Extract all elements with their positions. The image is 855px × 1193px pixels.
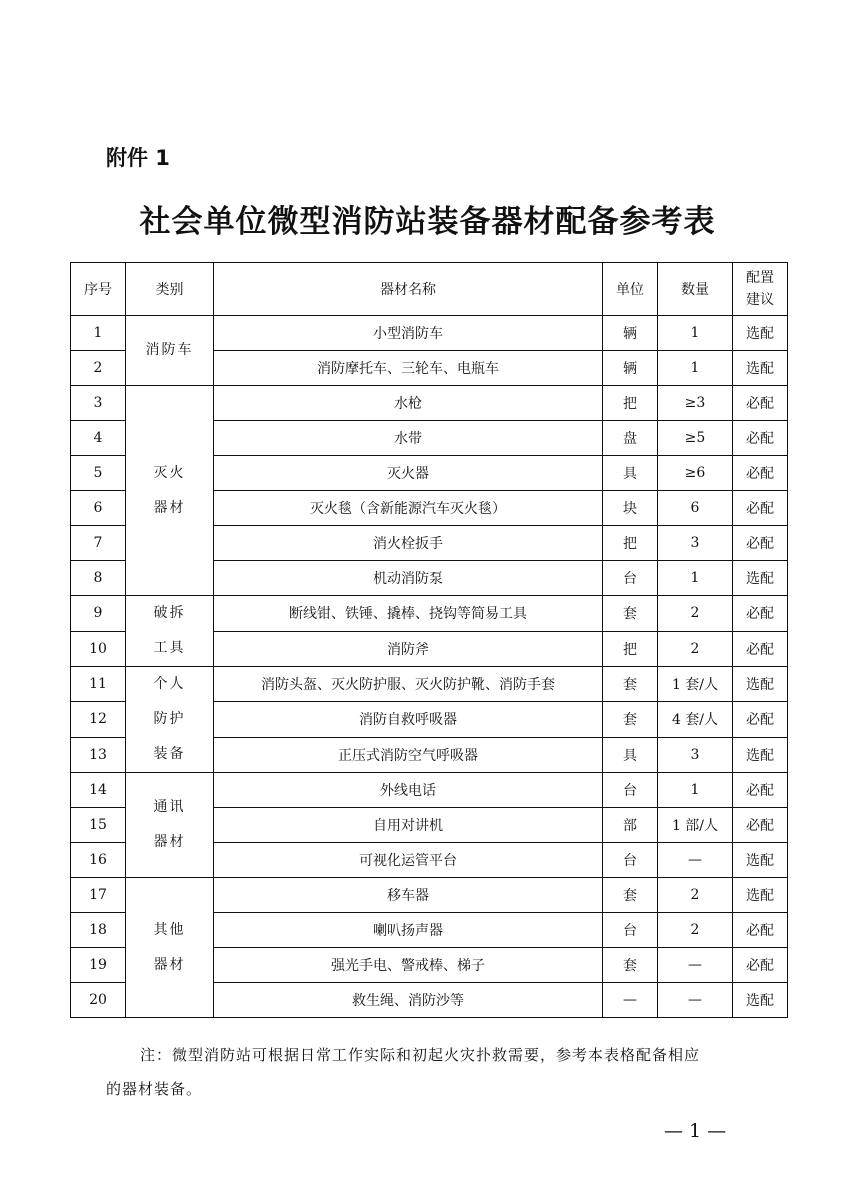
cell-quantity: ≥6 <box>658 456 733 491</box>
cell-config: 选配 <box>733 667 788 702</box>
category-label: 灭火 <box>153 464 186 481</box>
header-config-line2: 建议 <box>746 292 774 308</box>
table-header-row <box>71 263 788 316</box>
cell-category <box>126 316 214 386</box>
cell-config: 必配 <box>733 773 788 808</box>
cell-quantity: 2 <box>658 631 733 667</box>
cell-no: 20 <box>71 983 126 1018</box>
cell-quantity: 3 <box>658 526 733 561</box>
header-quantity: 数量 <box>658 263 733 316</box>
cell-no: 7 <box>71 526 126 561</box>
cell-name: 消防摩托车、三轮车、电瓶车 <box>214 351 603 386</box>
category-label: 工具 <box>153 640 186 656</box>
category-label: 其他 <box>153 921 186 938</box>
attachment-label: 附件 1 <box>106 146 170 170</box>
cell-name: 断线钳、铁锤、撬棒、挠钩等简易工具 <box>214 596 603 632</box>
cell-category <box>126 386 214 596</box>
cell-unit: 台 <box>603 773 658 808</box>
header-name: 器材名称 <box>214 263 603 316</box>
cell-quantity: 1 部/人 <box>658 808 733 843</box>
cell-quantity: 2 <box>658 878 733 913</box>
cell-config: 选配 <box>733 737 788 772</box>
cell-unit: — <box>603 983 658 1018</box>
cell-unit: 部 <box>603 808 658 843</box>
cell-config: 必配 <box>733 948 788 983</box>
header-no: 序号 <box>71 263 126 316</box>
cell-unit: 盘 <box>603 421 658 456</box>
cell-name: 强光手电、警戒棒、梯子 <box>214 948 603 983</box>
cell-no: 5 <box>71 456 126 491</box>
category-label: 器材 <box>153 834 186 850</box>
category-label: 破拆 <box>153 605 186 621</box>
cell-unit: 套 <box>603 702 658 737</box>
cell-unit: 辆 <box>603 316 658 351</box>
cell-quantity: — <box>658 983 733 1018</box>
cell-unit: 把 <box>603 631 658 667</box>
cell-name: 喇叭扬声器 <box>214 913 603 948</box>
cell-config: 必配 <box>733 456 788 491</box>
cell-no: 12 <box>71 702 126 737</box>
cell-unit: 把 <box>603 526 658 561</box>
header-config <box>733 263 788 316</box>
header-unit: 单位 <box>603 263 658 316</box>
table-row <box>71 386 788 421</box>
cell-no: 4 <box>71 421 126 456</box>
cell-quantity: 1 套/人 <box>658 667 733 702</box>
cell-no: 6 <box>71 491 126 526</box>
table-row <box>71 773 788 808</box>
cell-category <box>126 878 214 1018</box>
cell-no: 19 <box>71 948 126 983</box>
cell-quantity: 2 <box>658 913 733 948</box>
table-row <box>71 667 788 702</box>
cell-config: 选配 <box>733 878 788 913</box>
cell-unit: 台 <box>603 843 658 878</box>
cell-config: 选配 <box>733 316 788 351</box>
cell-name: 灭火毯（含新能源汽车灭火毯） <box>214 491 603 526</box>
cell-quantity: 1 <box>658 316 733 351</box>
cell-no: 13 <box>71 737 126 772</box>
cell-name: 可视化运管平台 <box>214 843 603 878</box>
cell-no: 16 <box>71 843 126 878</box>
cell-name: 正压式消防空气呼吸器 <box>214 737 603 772</box>
cell-no: 15 <box>71 808 126 843</box>
cell-name: 灭火器 <box>214 456 603 491</box>
cell-no: 14 <box>71 773 126 808</box>
cell-no: 3 <box>71 386 126 421</box>
category-label: 个人 <box>153 676 186 692</box>
cell-unit: 套 <box>603 878 658 913</box>
cell-unit: 套 <box>603 948 658 983</box>
cell-quantity: ≥5 <box>658 421 733 456</box>
cell-no: 2 <box>71 351 126 386</box>
cell-category <box>126 596 214 667</box>
category-label: 器材 <box>153 956 186 973</box>
cell-unit: 具 <box>603 737 658 772</box>
category-label: 防护 <box>153 711 186 727</box>
cell-name: 水枪 <box>214 386 603 421</box>
cell-category <box>126 773 214 878</box>
cell-quantity: 6 <box>658 491 733 526</box>
cell-quantity: 3 <box>658 737 733 772</box>
table-row <box>71 316 788 351</box>
cell-config: 必配 <box>733 808 788 843</box>
cell-unit: 套 <box>603 596 658 632</box>
cell-unit: 具 <box>603 456 658 491</box>
footnote-line2: 的器材装备。 <box>106 1080 203 1098</box>
page-title: 社会单位微型消防站装备器材配备参考表 <box>139 204 716 240</box>
cell-quantity: 1 <box>658 561 733 596</box>
cell-unit: 块 <box>603 491 658 526</box>
cell-config: 必配 <box>733 631 788 667</box>
cell-quantity: 2 <box>658 596 733 632</box>
cell-config: 选配 <box>733 983 788 1018</box>
cell-config: 选配 <box>733 843 788 878</box>
equipment-table <box>70 262 788 1018</box>
cell-name: 自用对讲机 <box>214 808 603 843</box>
cell-config: 必配 <box>733 702 788 737</box>
page-number: — 1 — <box>664 1120 727 1142</box>
cell-unit: 台 <box>603 561 658 596</box>
cell-quantity: — <box>658 843 733 878</box>
cell-name: 外线电话 <box>214 773 603 808</box>
footnote <box>106 1038 756 1106</box>
cell-no: 9 <box>71 596 126 632</box>
cell-name: 小型消防车 <box>214 316 603 351</box>
cell-name: 消防头盔、灭火防护服、灭火防护靴、消防手套 <box>214 667 603 702</box>
table-row <box>71 878 788 913</box>
cell-no: 17 <box>71 878 126 913</box>
cell-config: 选配 <box>733 561 788 596</box>
category-label: 通讯 <box>153 799 186 815</box>
header-config-line1: 配置 <box>746 270 774 286</box>
header-category: 类别 <box>126 263 214 316</box>
cell-config: 必配 <box>733 526 788 561</box>
cell-quantity: 1 <box>658 351 733 386</box>
cell-name: 消火栓扳手 <box>214 526 603 561</box>
category-label: 消防车 <box>145 342 194 358</box>
cell-category <box>126 667 214 773</box>
footnote-line1: 注：微型消防站可根据日常工作实际和初起火灾扑救需要，参考本表格配备相应 <box>140 1046 701 1064</box>
cell-name: 救生绳、消防沙等 <box>214 983 603 1018</box>
cell-no: 1 <box>71 316 126 351</box>
cell-no: 18 <box>71 913 126 948</box>
cell-no: 8 <box>71 561 126 596</box>
cell-config: 必配 <box>733 421 788 456</box>
cell-config: 必配 <box>733 386 788 421</box>
cell-config: 选配 <box>733 351 788 386</box>
cell-quantity: — <box>658 948 733 983</box>
cell-quantity: ≥3 <box>658 386 733 421</box>
cell-config: 必配 <box>733 913 788 948</box>
cell-unit: 把 <box>603 386 658 421</box>
category-label: 装备 <box>153 746 186 762</box>
table-body <box>71 316 788 1018</box>
cell-name: 移车器 <box>214 878 603 913</box>
cell-quantity: 1 <box>658 773 733 808</box>
cell-quantity: 4 套/人 <box>658 702 733 737</box>
cell-name: 机动消防泵 <box>214 561 603 596</box>
cell-no: 10 <box>71 631 126 667</box>
cell-unit: 套 <box>603 667 658 702</box>
cell-name: 消防斧 <box>214 631 603 667</box>
cell-name: 水带 <box>214 421 603 456</box>
cell-no: 11 <box>71 667 126 702</box>
table-row <box>71 596 788 632</box>
cell-config: 必配 <box>733 491 788 526</box>
cell-name: 消防自救呼吸器 <box>214 702 603 737</box>
category-label: 器材 <box>153 499 186 516</box>
cell-config: 必配 <box>733 596 788 632</box>
cell-unit: 台 <box>603 913 658 948</box>
cell-unit: 辆 <box>603 351 658 386</box>
